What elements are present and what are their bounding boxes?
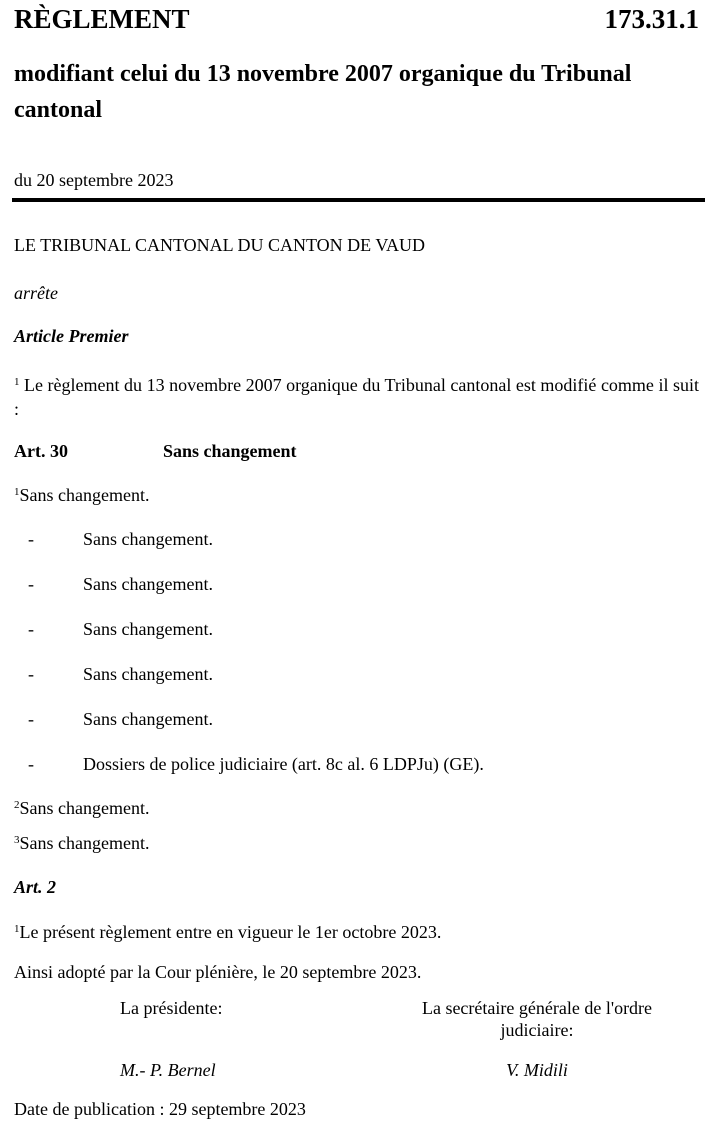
secretary-name: V. Midili	[506, 1060, 568, 1080]
president-name: M.- P. Bernel	[120, 1060, 216, 1080]
paragraph-number: 1	[14, 923, 20, 935]
paragraph-text: Le règlement du 13 novembre 2007 organique du Tribunal cantonal est modifié comme il suit :	[14, 375, 699, 419]
paragraph-number: 1	[14, 376, 20, 388]
decree-word: arrête	[14, 283, 58, 303]
art30-title: Sans changement	[163, 441, 297, 461]
president-title: La présidente:	[120, 998, 223, 1018]
secretary-title-line2: judiciaire:	[500, 1020, 574, 1040]
article-premier-paragraph	[14, 370, 699, 421]
secretary-title-line1: La secrétaire générale de l'ordre	[421, 998, 653, 1018]
paragraph-text: Le présent règlement entre en vigueur le 1er octobre 2023.	[19, 922, 442, 942]
list-item-text: Sans changement.	[83, 529, 213, 549]
adoption-statement: Ainsi adopté par la Cour plénière, le 20 septembre 2023.	[14, 962, 422, 982]
list-dash: -	[28, 709, 34, 729]
paragraph-text: Sans changement.	[19, 798, 150, 818]
publication-date: Date de publication : 29 septembre 2023	[14, 1099, 306, 1119]
paragraph-number: 3	[14, 834, 20, 846]
art30-paragraph-2	[14, 798, 149, 819]
art2-label: Art. 2	[14, 877, 57, 897]
art2-paragraph-1	[14, 922, 441, 943]
list-item-text: Sans changement.	[83, 709, 213, 729]
art30-label: Art. 30	[14, 441, 68, 461]
document-type: RÈGLEMENT	[14, 4, 190, 34]
list-item-text: Sans changement.	[83, 664, 213, 684]
list-item-text: Sans changement.	[83, 574, 213, 594]
paragraph-number: 1	[14, 486, 20, 498]
document-date: du 20 septembre 2023	[14, 170, 174, 190]
list-dash: -	[28, 619, 34, 639]
art30-paragraph-1	[14, 485, 149, 506]
article-premier-heading: Article Premier	[14, 326, 129, 346]
document-subtitle: modifiant celui du 13 novembre 2007 organique du Tribunal cantonal	[14, 61, 632, 123]
list-item-text: Sans changement.	[83, 619, 213, 639]
enacting-authority: LE TRIBUNAL CANTONAL DU CANTON DE VAUD	[14, 235, 426, 255]
header-divider	[12, 198, 705, 202]
paragraph-text: Sans changement.	[19, 485, 150, 505]
list-dash: -	[28, 664, 34, 684]
list-dash: -	[28, 529, 34, 549]
paragraph-text: Sans changement.	[19, 833, 150, 853]
list-item-text: Dossiers de police judiciaire (art. 8c al. 6 LDPJu) (GE).	[83, 754, 484, 774]
list-dash: -	[28, 754, 34, 774]
paragraph-number: 2	[14, 799, 20, 811]
art30-paragraph-3	[14, 833, 149, 854]
list-dash: -	[28, 574, 34, 594]
document-number: 173.31.1	[604, 4, 699, 34]
